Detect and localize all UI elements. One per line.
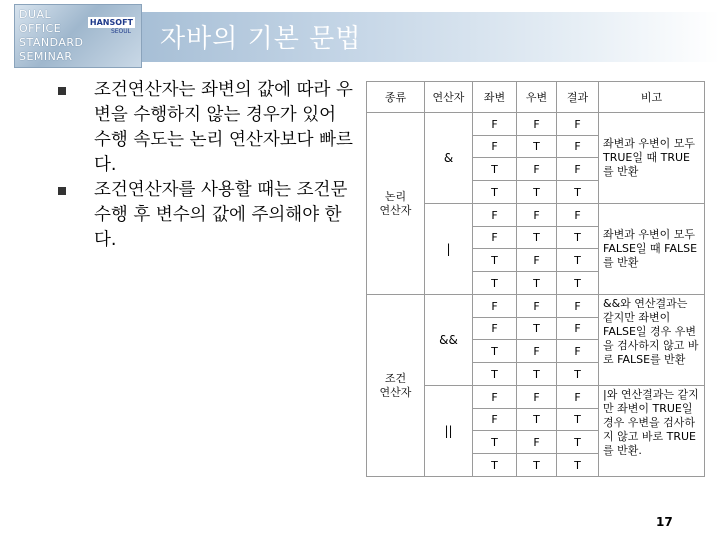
result-cell: T bbox=[557, 454, 599, 477]
bullet-item bbox=[58, 178, 358, 253]
right-value-cell: T bbox=[517, 409, 557, 431]
right-value-cell: T bbox=[517, 181, 557, 204]
operator-cell: || bbox=[425, 386, 473, 477]
left-value-cell: F bbox=[473, 204, 517, 227]
left-value-cell: F bbox=[473, 227, 517, 249]
left-value-cell: T bbox=[473, 431, 517, 454]
kind-cell: 조건 연산자 bbox=[367, 295, 425, 477]
right-value-cell: T bbox=[517, 227, 557, 249]
note-cell: 좌변과 우변이 모두 FALSE일 때 FALSE를 반환 bbox=[599, 204, 705, 295]
right-value-cell: T bbox=[517, 318, 557, 340]
logo-sub: SEOUL bbox=[110, 28, 131, 35]
right-value-cell: T bbox=[517, 363, 557, 386]
left-value-cell: T bbox=[473, 340, 517, 363]
left-value-cell: T bbox=[473, 181, 517, 204]
right-value-cell: T bbox=[517, 272, 557, 295]
operator-cell: & bbox=[425, 113, 473, 204]
result-cell: F bbox=[557, 204, 599, 227]
result-cell: F bbox=[557, 386, 599, 409]
header-note: 비고 bbox=[599, 82, 705, 113]
left-value-cell: F bbox=[473, 136, 517, 158]
left-value-cell: F bbox=[473, 113, 517, 136]
left-value-cell: F bbox=[473, 386, 517, 409]
result-cell: T bbox=[557, 272, 599, 295]
note-cell: 좌변과 우변이 모두 TRUE일 때 TRUE를 반환 bbox=[599, 113, 705, 204]
left-value-cell: T bbox=[473, 249, 517, 272]
header-left: 좌변 bbox=[473, 82, 517, 113]
right-value-cell: F bbox=[517, 158, 557, 181]
right-value-cell: F bbox=[517, 431, 557, 454]
note-cell: |와 연산결과는 같지만 좌변이 TRUE일 경우 우변을 검사하지 않고 바로 TRUE를 반환. bbox=[599, 386, 705, 477]
left-value-cell: F bbox=[473, 318, 517, 340]
seminar-logo bbox=[14, 4, 142, 68]
result-cell: F bbox=[557, 136, 599, 158]
result-cell: T bbox=[557, 249, 599, 272]
result-cell: T bbox=[557, 181, 599, 204]
bullet-item bbox=[58, 78, 358, 178]
logo-line-3: STANDARD bbox=[19, 36, 84, 49]
header-kind: 종류 bbox=[367, 82, 425, 113]
header-right: 우변 bbox=[517, 82, 557, 113]
right-value-cell: F bbox=[517, 204, 557, 227]
logo-line-4: SEMINAR bbox=[19, 50, 73, 63]
right-value-cell: F bbox=[517, 386, 557, 409]
right-value-cell: T bbox=[517, 454, 557, 477]
square-bullet-icon bbox=[58, 87, 66, 95]
table-row bbox=[367, 295, 705, 318]
result-cell: T bbox=[557, 227, 599, 249]
operator-cell: | bbox=[425, 204, 473, 295]
kind-cell: 논리 연산자 bbox=[367, 113, 425, 295]
operator-table bbox=[366, 81, 705, 477]
logo-line-2: OFFICE bbox=[19, 22, 62, 35]
operator-table-body bbox=[367, 113, 705, 477]
left-value-cell: F bbox=[473, 409, 517, 431]
header-result: 결과 bbox=[557, 82, 599, 113]
table-header-row bbox=[367, 82, 705, 113]
slide-title: 자바의 기본 문법 bbox=[160, 24, 362, 54]
bullet-text: 조건연산자를 사용할 때는 조건문 수행 후 변수의 값에 주의해야 한다. bbox=[94, 180, 348, 250]
square-bullet-icon bbox=[58, 187, 66, 195]
result-cell: F bbox=[557, 318, 599, 340]
result-cell: T bbox=[557, 409, 599, 431]
bullet-text: 조건연산자는 좌변의 값에 따라 우변을 수행하지 않는 경우가 있어 수행 속도는 논리 연산자보다 빠르다. bbox=[94, 80, 353, 175]
right-value-cell: F bbox=[517, 295, 557, 318]
result-cell: F bbox=[557, 295, 599, 318]
left-value-cell: T bbox=[473, 454, 517, 477]
left-value-cell: T bbox=[473, 272, 517, 295]
right-value-cell: F bbox=[517, 249, 557, 272]
result-cell: F bbox=[557, 158, 599, 181]
logo-line-1: DUAL bbox=[19, 8, 52, 21]
slide-header bbox=[0, 0, 720, 72]
logo-brand: HANSOFT bbox=[89, 18, 133, 27]
right-value-cell: F bbox=[517, 340, 557, 363]
left-value-cell: F bbox=[473, 295, 517, 318]
left-value-cell: T bbox=[473, 158, 517, 181]
result-cell: F bbox=[557, 340, 599, 363]
operator-cell: && bbox=[425, 295, 473, 386]
right-value-cell: F bbox=[517, 113, 557, 136]
bullet-list bbox=[58, 78, 358, 253]
header-operator: 연산자 bbox=[425, 82, 473, 113]
right-value-cell: T bbox=[517, 136, 557, 158]
result-cell: F bbox=[557, 113, 599, 136]
left-value-cell: T bbox=[473, 363, 517, 386]
table-row bbox=[367, 113, 705, 136]
page-number: 17 bbox=[656, 515, 673, 529]
result-cell: T bbox=[557, 431, 599, 454]
result-cell: T bbox=[557, 363, 599, 386]
note-cell: &&와 연산결과는 같지만 좌변이 FALSE일 경우 우변을 검사하지 않고 바로 FALSE를 반환 bbox=[599, 295, 705, 386]
